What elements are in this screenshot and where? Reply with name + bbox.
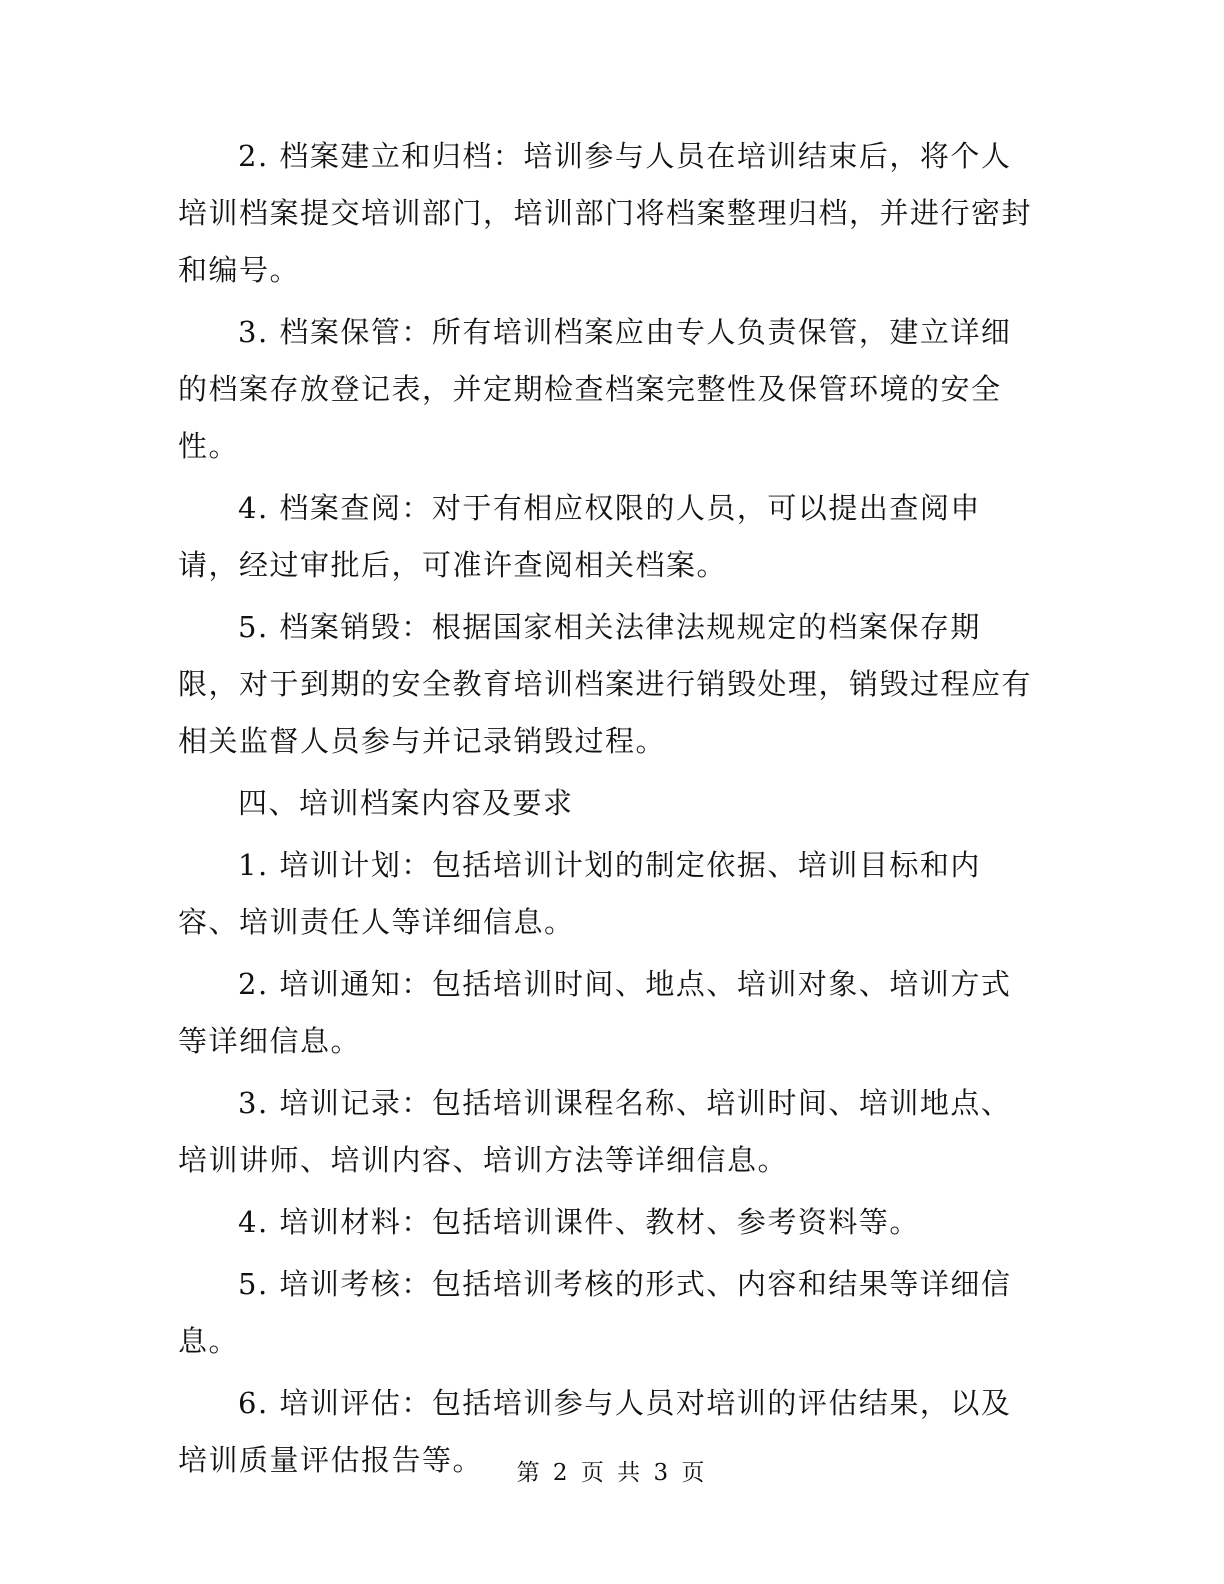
document-body (178, 128, 1038, 1494)
section-item-training-evaluation: 6. 培训评估：包括培训参与人员对培训的评估结果，以及培训质量评估报告等。 (178, 1386, 1012, 1477)
section-item-training-notice: 2. 培训通知：包括培训时间、地点、培训对象、培训方式等详细信息。 (178, 967, 1012, 1058)
section-item-training-assessment: 5. 培训考核：包括培训考核的形式、内容和结果等详细信息。 (178, 1267, 1012, 1358)
paragraph-archive-access: 4. 档案查阅：对于有相应权限的人员，可以提出查阅申请，经过审批后，可准许查阅相关档案。 (178, 491, 981, 582)
paragraph-archive-destruction: 5. 档案销毁：根据国家相关法律法规规定的档案保存期限，对于到期的安全教育培训档案进行销毁处理，销毁过程应有相关监督人员参与并记录销毁过程。 (178, 610, 1033, 758)
section-heading: 四、培训档案内容及要求 (238, 786, 574, 820)
page-number-footer: 第 2 页 共 3 页 (516, 1460, 708, 1486)
section-item-training-plan: 1. 培训计划：包括培训计划的制定依据、培训目标和内容、培训责任人等详细信息。 (178, 848, 981, 939)
paragraph-archive-filing: 2. 档案建立和归档：培训参与人员在培训结束后，将个人培训档案提交培训部门，培训部门将档案整理归档，并进行密封和编号。 (178, 139, 1033, 287)
paragraph-archive-custody: 3. 档案保管：所有培训档案应由专人负责保管，建立详细的档案存放登记表，并定期检查档案完整性及保管环境的安全性。 (178, 315, 1012, 463)
section-item-training-material: 4. 培训材料：包括培训课件、教材、参考资料等。 (238, 1205, 920, 1239)
section-item-training-record: 3. 培训记录：包括培训课程名称、培训时间、培训地点、培训讲师、培训内容、培训方法等详细信息。 (178, 1086, 1012, 1177)
